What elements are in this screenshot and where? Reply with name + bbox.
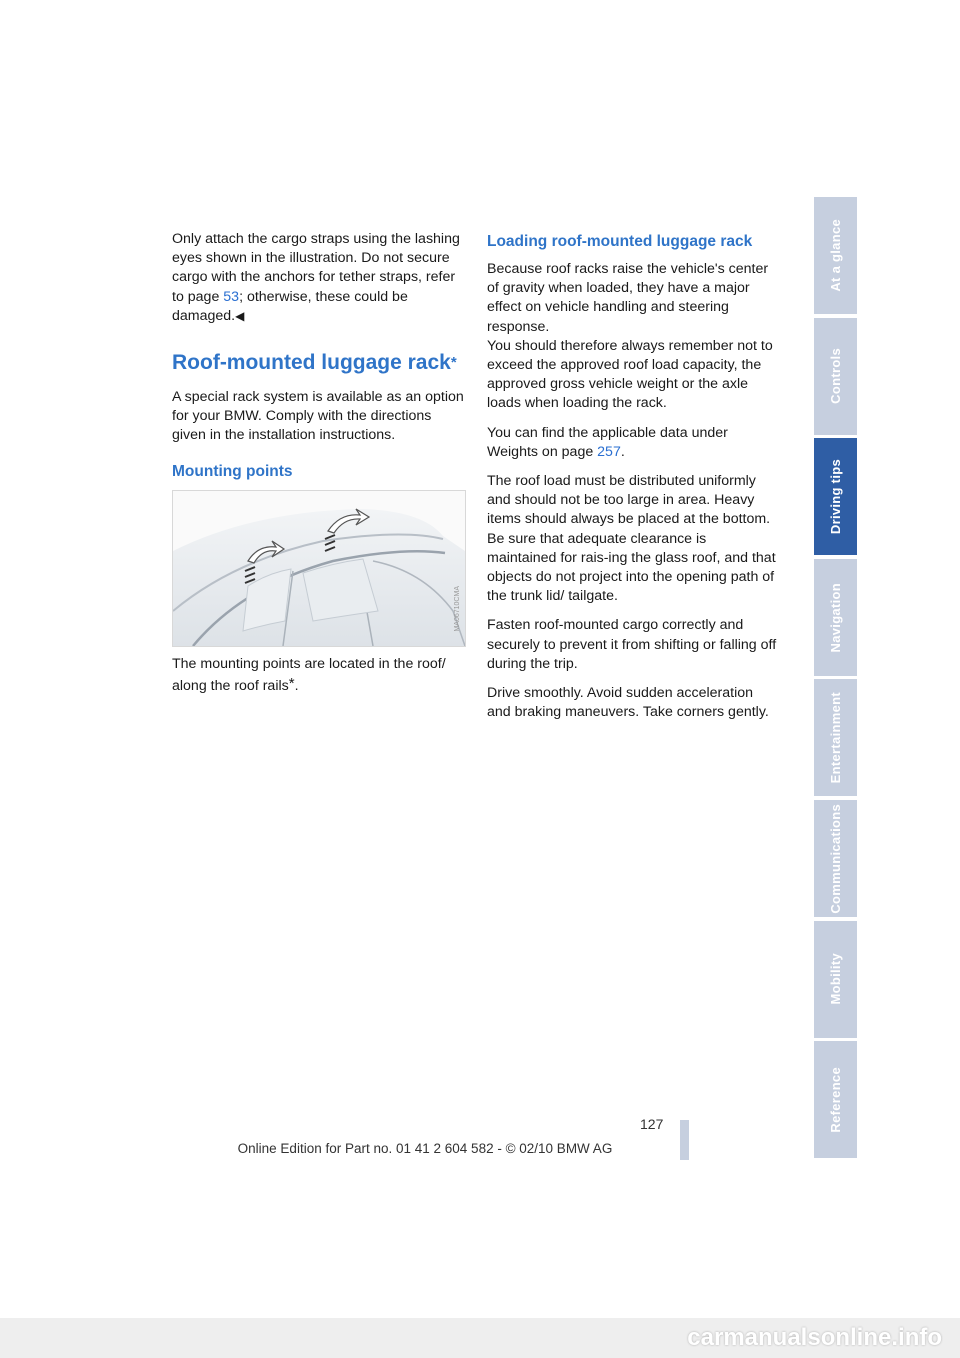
option-star-icon: * — [288, 674, 295, 692]
page-number: 127 — [640, 1116, 664, 1132]
paragraph-1b: You should therefore always remember not to exceed the approved roof load capacity, the approved gross vehicle weight or the axle loads when loading the rack. — [487, 337, 773, 412]
footer-text: Online Edition for Part no. 01 41 2 604 582 - © 02/10 BMW AG — [237, 1141, 613, 1156]
tab-reference[interactable]: Reference — [814, 1041, 857, 1158]
paragraph-3: The roof load must be distributed uniformly and should not be too large in area. Heavy items should always be placed at the bottom. Be sure that adequate clearance is maintained for rais-ing the glass roof, and that objects do not project into the opening path of the trunk lid/ tailgate. — [487, 473, 776, 605]
mounting-points-title: Mounting points — [172, 462, 293, 480]
footer-bar — [680, 1120, 689, 1160]
section-body: A special rack system is available as an option for your BMW. Comply with the directions given in the installation instructions. — [172, 389, 464, 444]
figure-code: MA06710CMA — [453, 586, 461, 632]
tab-navigation[interactable]: Navigation — [814, 559, 857, 676]
watermark: carmanualsonline.info — [0, 1318, 960, 1358]
end-mark-icon: ◀ — [235, 308, 245, 323]
tab-driving-tips[interactable]: Driving tips — [814, 438, 857, 555]
figure-caption: The mounting points are located in the roof/ along the roof rails*. — [172, 655, 446, 694]
page-link-53[interactable]: 53 — [223, 288, 240, 305]
tab-communications[interactable]: Communications — [814, 800, 857, 917]
chapter-tabs — [814, 197, 857, 1160]
paragraph-5: Drive smoothly. Avoid sudden acceleration and braking maneuvers. Take corners gently. — [487, 685, 769, 721]
page-link-257[interactable]: 257 — [597, 443, 621, 460]
right-column — [487, 230, 779, 732]
paragraph-1: Because roof racks raise the vehicle's center of gravity when loaded, they have a major effect on vehicle handling and steering response. — [487, 261, 769, 335]
option-star-icon: * — [450, 354, 457, 372]
paragraph-2: You can find the applicable data under Weights on page 257. — [487, 424, 728, 460]
intro-paragraph: Only attach the cargo straps using the lashing eyes shown in the illustration. Do not secure cargo with the anchors for tether straps, refer to page 53; otherwise, these could be damaged.◀ — [172, 231, 460, 324]
car-roof-drawing — [173, 491, 465, 646]
tab-controls[interactable]: Controls — [814, 318, 857, 435]
tab-mobility[interactable]: Mobility — [814, 921, 857, 1038]
roof-mounting-illustration — [172, 490, 466, 647]
tab-entertainment[interactable]: Entertainment — [814, 679, 857, 796]
loading-rack-title: Loading roof-mounted luggage rack — [487, 233, 753, 250]
section-title: Roof-mounted luggage rack* — [172, 351, 457, 375]
left-column — [172, 230, 464, 706]
tab-at-a-glance[interactable]: At a glance — [814, 197, 857, 314]
paragraph-4: Fasten roof-mounted cargo correctly and securely to prevent it from shifting or falling off during the trip. — [487, 617, 777, 672]
